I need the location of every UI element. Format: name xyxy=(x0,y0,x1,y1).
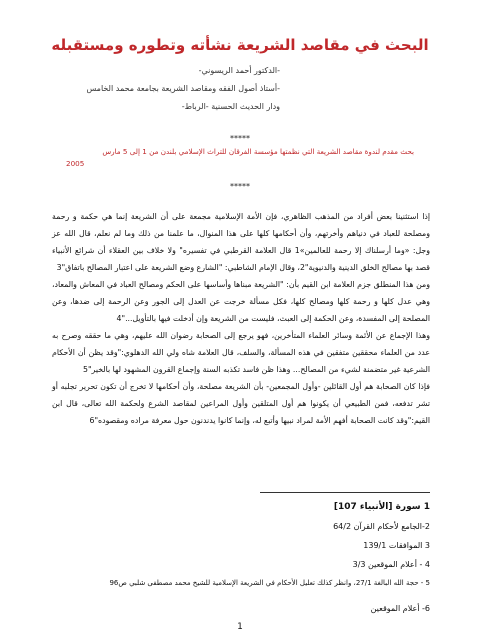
body-paragraph: وهذا الإجماع عن الأئمة وسائر العلماء المتأخرين، فهو يرجع إلى الصحابة رضوان الله عليهم، وهي ما حققه وصرح به عدد من العلماء محققين متفقين في هذه المسألة، والسلف، قال العلامة شاه ولي الله الدهلوي:"وقد يظن أن الأحكام الشرعية غير متضمنة لشيء من المصالح... وهذا ظن فاسد تكذبه السنة وإجماع القرون المشهود لها بالخير"5 xyxy=(52,331,430,374)
footnote-2: 2-الجامع لأحكام القرآن 64/2 xyxy=(333,522,430,531)
separator-stars-2: ***** xyxy=(230,182,250,191)
footnotes xyxy=(52,498,430,618)
footnote-4: 4 - أعلام الموقعين 3/3 xyxy=(352,560,430,569)
body-paragraph: فإذا كان الصحابة هم أول القائلين -وأول المجمعين- بأن الشريعة مصلحة، وأن أحكامها لا تخرج أن تكون تحرير تجلبه أو تشر تدفعه، فمن الطبيعي أن يكونوا هم أول المتلقين وأول المراعين لمقاصد الشرع ولحكمة الله تعالى، قال ابن القيم:"وقد كانت الصحابة أفهم الأمة لمراد نبيها وأتبع له، وإنما كانوا يدندنون حول معرفة مراده ومقصوده"6 xyxy=(52,382,430,425)
conference-note xyxy=(66,146,414,170)
footnote-3: 3 الموافقات 139/1 xyxy=(363,541,430,550)
footnote-6: 6- أعلام الموقعين xyxy=(370,604,430,613)
page-number: 1 xyxy=(237,622,243,632)
body-paragraph: ومن هذا المنطلق جزم العلامة ابن القيم بأن: "الشريعة مبناها وأساسها على الحكم ومصالح العباد في المعاش والمعاد، وهي عدل كلها و رحمة كلها ومصالح كلها، فكل مسألة خرجت عن العدل إلى الجور وعن الرحمة إلى ضدها، وعن المصلحة إلى المفسدة، وعن الحكمة إلى العبث، فليست من الشريعة وإن أدخلت فيها بالتأويل..."4 xyxy=(52,280,430,323)
footnote-5: 5 - حجة الله البالغة 27/1، وانظر كذلك تعليل الأحكام في الشريعة الإسلامية للشيخ محمد مصطفى شلبي ص96 xyxy=(109,579,430,587)
body-text xyxy=(52,208,430,429)
conference-note-year: 2005 xyxy=(66,159,85,168)
separator-stars: ***** xyxy=(230,134,250,143)
author-position: -أستاذ أصول الفقه ومقاصد الشريعة بجامعة محمد الخامس xyxy=(86,84,280,93)
footnote-divider xyxy=(260,492,430,493)
author-place: ودار الحديث الحسنية -الرباط- xyxy=(181,102,280,111)
body-paragraph: إذا استثنينا بعض أفراد من المذهب الظاهري، فإن الأمة الإسلامية مجمعة على أن الشريعة إنما هي حكمة و رحمة ومصلحة للعباد في دنياهم وأخرتهم، وأن أحكامها كلها على هذا المنوال، ما علمنا من ذلك وما لم نعلم، قال الله عز وجل: «وما أرسلناك إلا رحمة للعالمين»1 قال العلامة القرطبي في تفسيره" ولا خلاف بين العقلاء أن شرائع الأنبياء قصد بها مصالح الخلق الدينية والدنيوية"2، وقال الإمام الشاطبي: "الشارع وضع الشريعة على اعتبار المصالح باتفاق"3 xyxy=(52,212,431,272)
page-title: البحث في مقاصد الشريعة نشأته وتطوره ومستقبله xyxy=(51,36,429,54)
footnote-1: 1 سورة [الأنبياء 107] xyxy=(333,502,430,512)
author-name: -الدكتور أحمد الريسوني- xyxy=(198,66,280,75)
conference-note-text: بحث مقدم لندوة مقاصد الشريعة التي نظمتها مؤسسة الفرقان للتراث الإسلامي بلندن من 1 إلى 5 مارس xyxy=(102,147,414,156)
